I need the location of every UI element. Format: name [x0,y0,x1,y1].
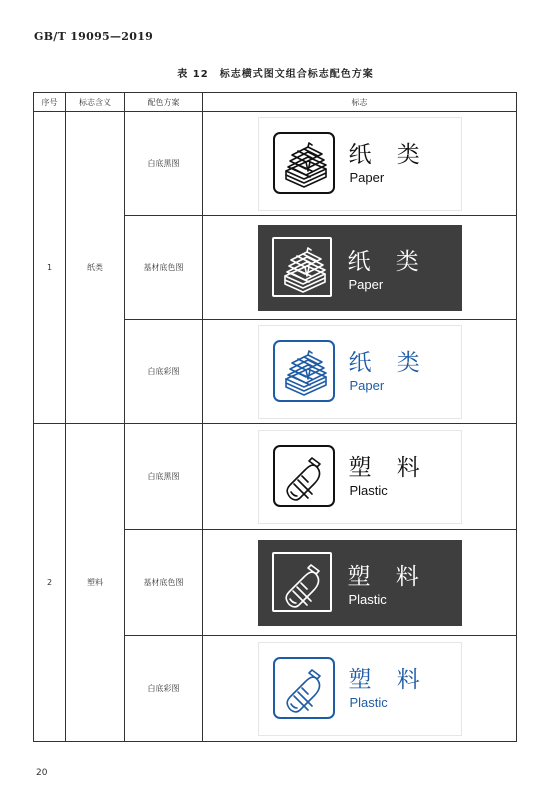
group-number: 1 [34,112,66,424]
scheme-label: 白底黑图 [125,424,203,530]
plastic-sign-black-on-white [258,430,462,524]
scheme-label: 白底黑图 [125,112,203,216]
sign-cell [203,424,517,530]
sign-english-label: Paper [349,169,385,185]
group-meaning: 塑料 [66,424,125,742]
paper-bundle-icon [281,246,329,294]
column-header-sign: 标志 [203,93,517,112]
column-header-meaning: 标志含义 [66,93,125,112]
icon-frame [273,445,335,507]
sign-english-label: Paper [348,276,384,292]
icon-frame [272,552,332,612]
paper-bundle-icon [282,141,330,189]
sign-english-label: Paper [349,377,385,393]
sign-english-label: Plastic [348,591,387,607]
plastic-bottle-icon [282,454,330,502]
sign-chinese-label: 纸 类 [347,248,428,275]
sign-cell [203,530,517,636]
plastic-bottle-icon [282,666,330,714]
column-header-scheme: 配色方案 [125,93,203,112]
paper-bundle-icon [282,349,330,397]
sign-chinese-label: 塑 料 [348,666,429,693]
plastic-bottle-icon [281,561,329,609]
group-meaning: 纸类 [66,112,125,424]
sign-chinese-label: 塑 料 [348,454,429,481]
standard-code: GB/T 19095—2019 [34,30,154,43]
scheme-label: 基材底色图 [125,530,203,636]
icon-frame [273,340,335,402]
column-header-number: 序号 [34,93,66,112]
table-row [34,112,517,216]
page-number: 20 [36,768,48,778]
table-caption: 表 12 标志横式图文组合标志配色方案 [177,69,374,80]
sign-cell [203,216,517,320]
group-number: 2 [34,424,66,742]
sign-cell [203,636,517,742]
sign-cell [203,320,517,424]
color-scheme-table [33,92,517,742]
table-row [34,424,517,530]
icon-frame [273,132,335,194]
icon-frame [273,657,335,719]
paper-sign-black-on-white [258,117,462,211]
sign-english-label: Plastic [349,482,388,498]
plastic-sign-color-on-white [258,642,462,736]
sign-chinese-label: 塑 料 [347,563,428,590]
paper-sign-color-on-white [258,325,462,419]
sign-chinese-label: 纸 类 [348,349,429,376]
sign-chinese-label: 纸 类 [348,141,429,168]
scheme-label: 基材底色图 [125,216,203,320]
table-header-row [34,93,517,112]
paper-sign-white-on-dark [258,225,462,311]
sign-english-label: Plastic [349,694,388,710]
sign-cell [203,112,517,216]
scheme-label: 白底彩图 [125,320,203,424]
plastic-sign-white-on-dark [258,540,462,626]
icon-frame [272,237,332,297]
scheme-label: 白底彩图 [125,636,203,742]
